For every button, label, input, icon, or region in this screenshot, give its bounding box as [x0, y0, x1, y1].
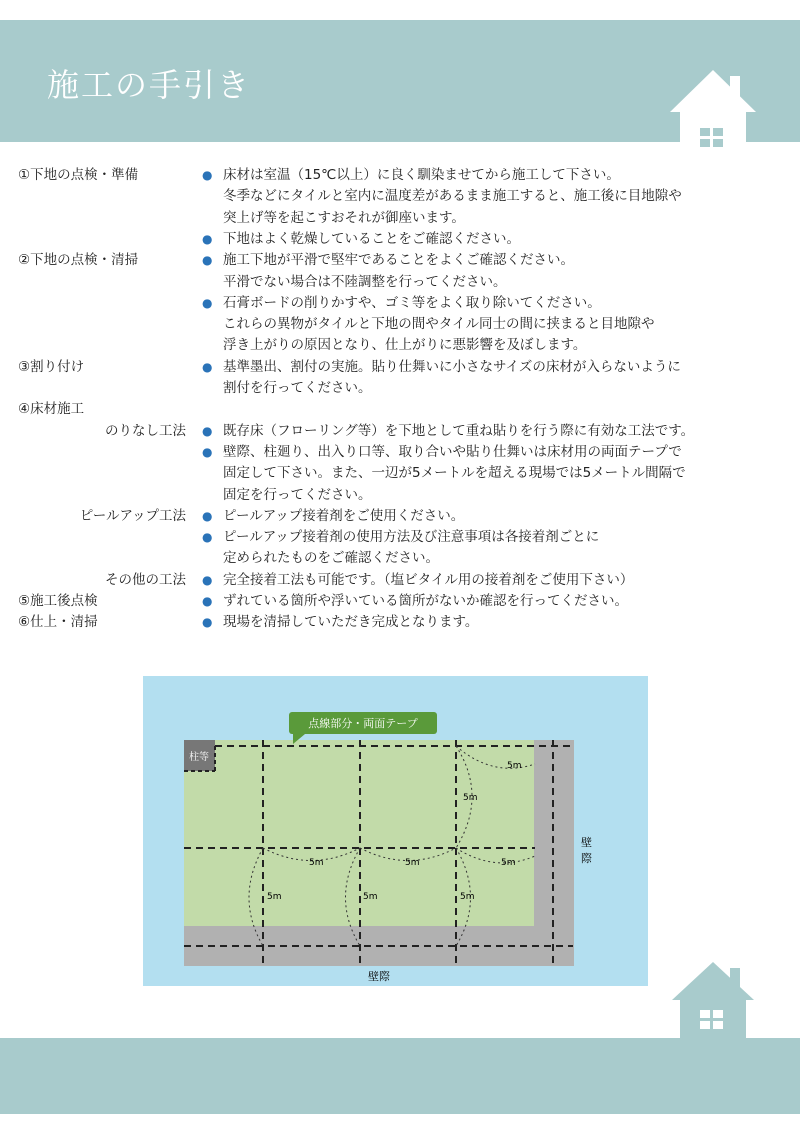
section-label: ②下地の点検・清掃	[18, 252, 139, 268]
instruction-text: 石膏ボードの削りかすや、ゴミ等をよく取り除いてください。	[223, 295, 601, 311]
instruction-text: 定められたものをご確認ください。	[223, 550, 439, 566]
distance-label: 5m	[267, 892, 282, 902]
instruction-text: 床材は室温（15℃以上）に良く馴染ませてから施工して下さい。	[223, 167, 620, 183]
distance-label: 5m	[463, 793, 478, 803]
method-label: のりなし工法	[105, 423, 186, 439]
pillar-label: 柱等	[189, 752, 209, 763]
instruction-text: 基準墨出、割付の実施。貼り仕舞いに小さなサイズの床材が入らないように	[223, 359, 681, 375]
instruction-text: 冬季などにタイルと室内に温度差があるまま施工すると、施工後に目地隙や	[223, 188, 682, 204]
instruction-text: 固定して下さい。また、一辺が5メートルを超える現場では5メートル間隔で	[223, 465, 686, 481]
bullet-icon: ●	[202, 360, 213, 374]
bullet-icon: ●	[202, 232, 213, 246]
section-label: ⑥仕上・清掃	[18, 614, 98, 630]
page-title: 施工の手引き	[47, 66, 252, 104]
instruction-text: ピールアップ接着剤の使用方法及び注意事項は各接着剤ごとに	[223, 529, 600, 545]
section-label: ③割り付け	[18, 359, 85, 375]
tape-layout-diagram	[143, 676, 648, 986]
distance-label: 5m	[309, 858, 324, 868]
instruction-text: 浮き上がりの原因となり、仕上がりに悪影響を及ぼします。	[223, 337, 587, 353]
wall-label-bottom: 壁際	[368, 970, 390, 983]
footer-band	[0, 1038, 800, 1114]
house-icon-small	[670, 962, 756, 1040]
bullet-icon: ●	[202, 509, 213, 523]
bullet-icon: ●	[202, 615, 213, 629]
wall-label-right	[581, 836, 592, 865]
wall-label-char-2: 際	[581, 852, 592, 865]
instruction-text: ピールアップ接着剤をご使用ください。	[223, 508, 465, 524]
wall-label-char-1: 壁	[581, 836, 592, 849]
section-label: ①下地の点検・準備	[18, 167, 139, 183]
header-banner	[0, 20, 800, 142]
distance-label: 5m	[405, 858, 420, 868]
instruction-text: 割付を行ってください。	[223, 380, 372, 396]
instruction-text: 施工下地が平滑で堅牢であることをよくご確認ください。	[223, 252, 574, 268]
instruction-text: ずれている箇所や浮いている箇所がないか確認を行ってください。	[223, 593, 628, 609]
bullet-icon: ●	[202, 594, 213, 608]
instruction-text: 突上げ等を起こすおそれが御座います。	[223, 210, 465, 226]
bullet-icon: ●	[202, 530, 213, 544]
method-label: ピールアップ工法	[79, 508, 186, 524]
bullet-icon: ●	[202, 168, 213, 182]
callout-label: 点線部分・両面テープ	[308, 717, 418, 730]
method-label: その他の工法	[105, 572, 186, 588]
instruction-text: 固定を行ってください。	[223, 487, 372, 503]
instruction-text: 平滑でない場合は不陸調整を行ってください。	[223, 274, 507, 290]
bullet-icon: ●	[202, 253, 213, 267]
instruction-text: これらの異物がタイルと下地の間やタイル同士の間に挟まると目地隙や	[223, 316, 655, 332]
bullet-icon: ●	[202, 424, 213, 438]
bullet-icon: ●	[202, 445, 213, 459]
section-label: ④床材施工	[18, 401, 85, 417]
distance-label: 5m	[507, 761, 522, 771]
instruction-text: 既存床（フローリング等）を下地として重ね貼りを行う際に有効な工法です。	[223, 423, 695, 439]
bullet-icon: ●	[202, 573, 213, 587]
instruction-text: 壁際、柱廻り、出入り口等、取り合いや貼り仕舞いは床材用の両面テープで	[223, 444, 682, 460]
distance-label: 5m	[460, 892, 475, 902]
bullet-icon: ●	[202, 296, 213, 310]
distance-label: 5m	[363, 892, 378, 902]
section-label: ⑤施工後点検	[18, 593, 98, 609]
instruction-text: 現場を清掃していただき完成となります。	[223, 614, 479, 630]
instruction-text: 下地はよく乾燥していることをご確認ください。	[223, 231, 520, 247]
house-icon	[670, 68, 756, 160]
instruction-text: 完全接着工法も可能です。（塩ビタイル用の接着剤をご使用下さい）	[223, 572, 634, 588]
diagram-svg	[143, 676, 648, 986]
distance-label: 5m	[501, 858, 516, 868]
